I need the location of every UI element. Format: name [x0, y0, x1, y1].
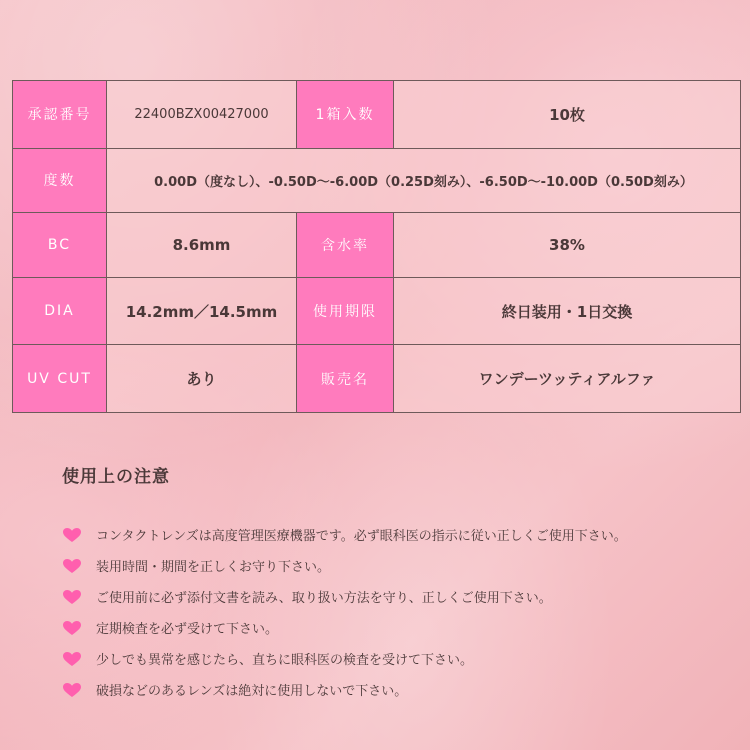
list-item-text: 破損などのあるレンズは絶対に使用しないで下さい。 — [96, 684, 408, 699]
spec-row-power — [13, 148, 741, 213]
product-name-label: 販売名 — [297, 345, 394, 413]
heart-icon — [62, 558, 82, 574]
heart-icon — [62, 589, 82, 605]
list-item — [62, 581, 722, 612]
spec-row-uv — [13, 345, 741, 413]
dia-value: 14.2mm／14.5mm — [107, 277, 297, 345]
approval-number-label: 承認番号 — [13, 81, 107, 149]
list-item — [62, 519, 722, 550]
usage-period-label: 使用期限 — [297, 277, 394, 345]
list-item — [62, 643, 722, 674]
usage-period-value: 終日装用・1日交換 — [394, 277, 741, 345]
bc-label: BC — [13, 213, 107, 278]
bc-value: 8.6mm — [107, 213, 297, 278]
list-item-text: ご使用前に必ず添付文書を読み、取り扱い方法を守り、正しくご使用下さい。 — [96, 591, 552, 606]
list-item-text: 定期検査を必ず受けて下さい。 — [96, 622, 279, 637]
uv-cut-value: あり — [107, 345, 297, 413]
list-item-text: コンタクトレンズは高度管理医療機器です。必ず眼科医の指示に従い正しくご使用下さい。 — [96, 529, 627, 544]
list-item — [62, 550, 722, 581]
heart-icon — [62, 527, 82, 543]
usage-notes — [62, 462, 722, 705]
heart-icon — [62, 682, 82, 698]
list-item — [62, 674, 722, 705]
usage-notes-title: 使用上の注意 — [62, 467, 170, 487]
list-item — [62, 612, 722, 643]
power-label: 度数 — [13, 148, 107, 213]
box-quantity-value: 10枚 — [394, 81, 741, 149]
spec-row-dia — [13, 277, 741, 345]
spec-row-bc — [13, 213, 741, 278]
dia-label: DIA — [13, 277, 107, 345]
heart-icon — [62, 651, 82, 667]
box-quantity-label: 1箱入数 — [297, 81, 394, 149]
spec-row-approval — [13, 81, 741, 149]
usage-notes-list — [62, 519, 722, 705]
list-item-text: 装用時間・期間を正しくお守り下さい。 — [96, 560, 331, 575]
heart-icon — [62, 620, 82, 636]
spec-table — [12, 80, 741, 413]
water-content-label: 含水率 — [297, 213, 394, 278]
power-value: 0.00D（度なし）、-0.50D〜-6.00D（0.25D刻み）、-6.50D〜-10.00D（0.50D刻み） — [107, 148, 741, 213]
list-item-text: 少しでも異常を感じたら、直ちに眼科医の検査を受けて下さい。 — [96, 653, 474, 668]
product-name-value: ワンデーツッティアルファ — [394, 345, 741, 413]
water-content-value: 38% — [394, 213, 741, 278]
uv-cut-label: UV CUT — [13, 345, 107, 413]
approval-number-value: 22400BZX00427000 — [107, 81, 297, 149]
